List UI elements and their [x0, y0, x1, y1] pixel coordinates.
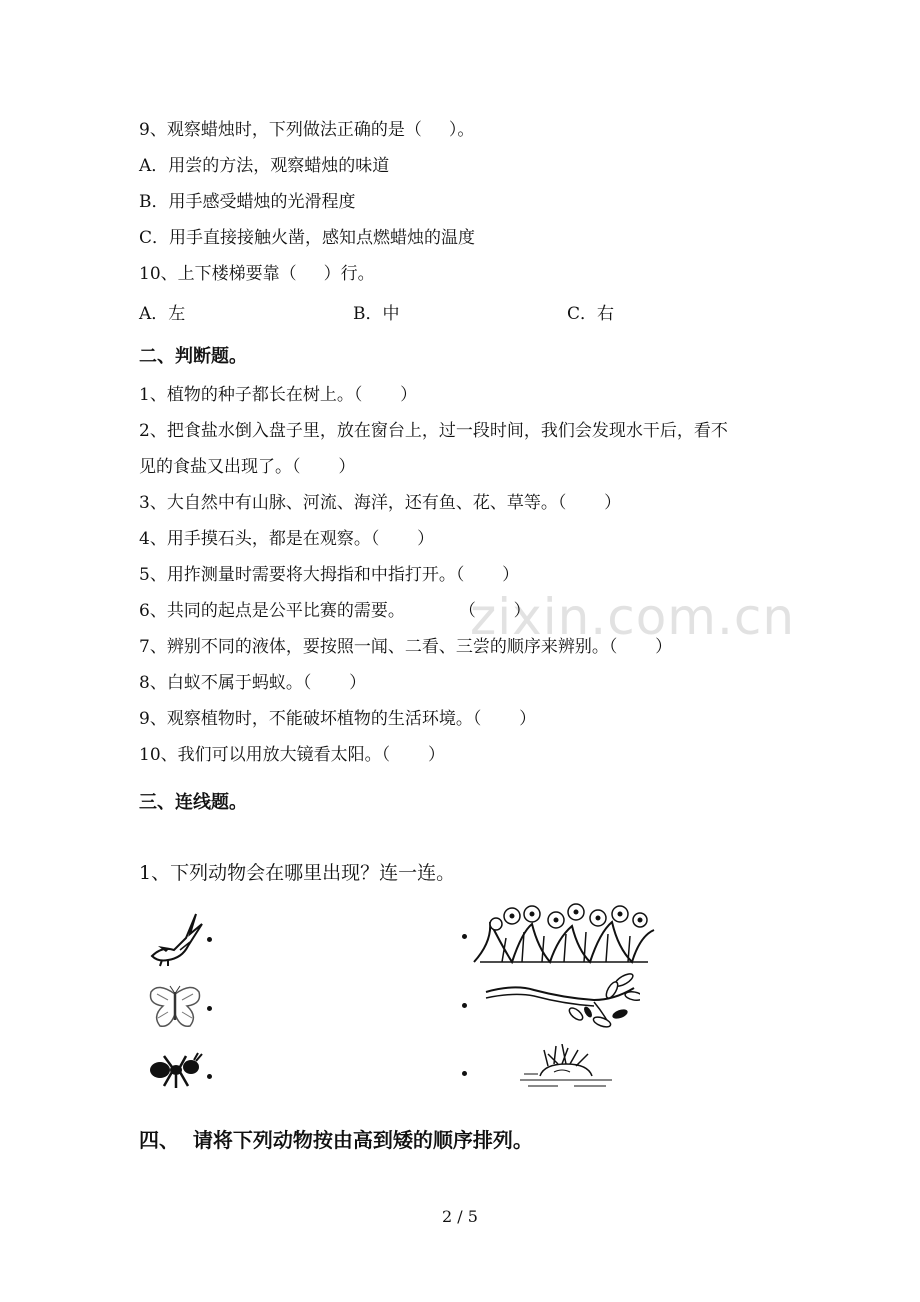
match-dot[interactable] [462, 1003, 467, 1008]
q10-option-c: C．右 [567, 304, 615, 324]
match-dot[interactable] [207, 1074, 212, 1079]
judge-item: 5、用拃测量时需要将大拇指和中指打开。（ ） [139, 565, 520, 585]
judge-item: 6、共同的起点是公平比赛的需要。 （ ） [139, 601, 531, 621]
judge-item: 4、用手摸石头，都是在观察。（ ） [139, 529, 435, 549]
watermark: zixin.com.cn [470, 588, 796, 646]
page-number: 2 / 5 [442, 1207, 478, 1226]
match-dot[interactable] [207, 1006, 212, 1011]
butterfly-icon [148, 984, 202, 1030]
match-dot[interactable] [462, 934, 467, 939]
option-c: C．用手直接接触火凿，感知点燃蜡烛的温度 [139, 228, 476, 248]
match-dot[interactable] [462, 1071, 467, 1076]
match-dot[interactable] [207, 937, 212, 942]
flowers-icon [472, 902, 656, 964]
judge-item: 3、大自然中有山脉、河流、海洋，还有鱼、花、草等。（ ） [139, 493, 622, 513]
option-a: A．用尝的方法，观察蜡烛的味道 [139, 156, 390, 176]
match-question: 1、下列动物会在哪里出现？连一连。 [139, 862, 456, 884]
judge-item: 9、观察植物时，不能破坏植物的生活环境。（ ） [139, 709, 537, 729]
bird-icon [146, 910, 206, 968]
judge-item: 2、把食盐水倒入盘子里，放在窗台上，过一段时间，我们会发现水干后，看不 [139, 421, 728, 441]
tree-branch-icon [484, 970, 640, 1034]
judge-item: 10、我们可以用放大镜看太阳。（ ） [139, 745, 445, 765]
grass-mound-icon [518, 1044, 614, 1090]
section2-title: 二、判断题。 [139, 346, 247, 367]
judge-item: 见的食盐又出现了。（ ） [139, 457, 356, 477]
section3-title: 三、连线题。 [139, 792, 247, 813]
ant-icon [148, 1052, 204, 1092]
option-b: B．用手感受蜡烛的光滑程度 [139, 192, 356, 212]
question-9: 9、观察蜡烛时，下列做法正确的是（ ）。 [139, 120, 475, 140]
judge-item: 7、辨别不同的液体，要按照一闻、二看、三尝的顺序来辨别。（ ） [139, 637, 673, 657]
question-10: 10、上下楼梯要靠（ ）行。 [139, 264, 375, 284]
q10-option-b: B．中 [353, 304, 400, 324]
section4-title: 四、 请将下列动物按由高到矮的顺序排列。 [139, 1128, 533, 1152]
judge-item: 1、植物的种子都长在树上。（ ） [139, 385, 418, 405]
judge-item: 8、白蚁不属于蚂蚁。（ ） [139, 673, 367, 693]
q10-option-a: A．左 [139, 304, 186, 324]
